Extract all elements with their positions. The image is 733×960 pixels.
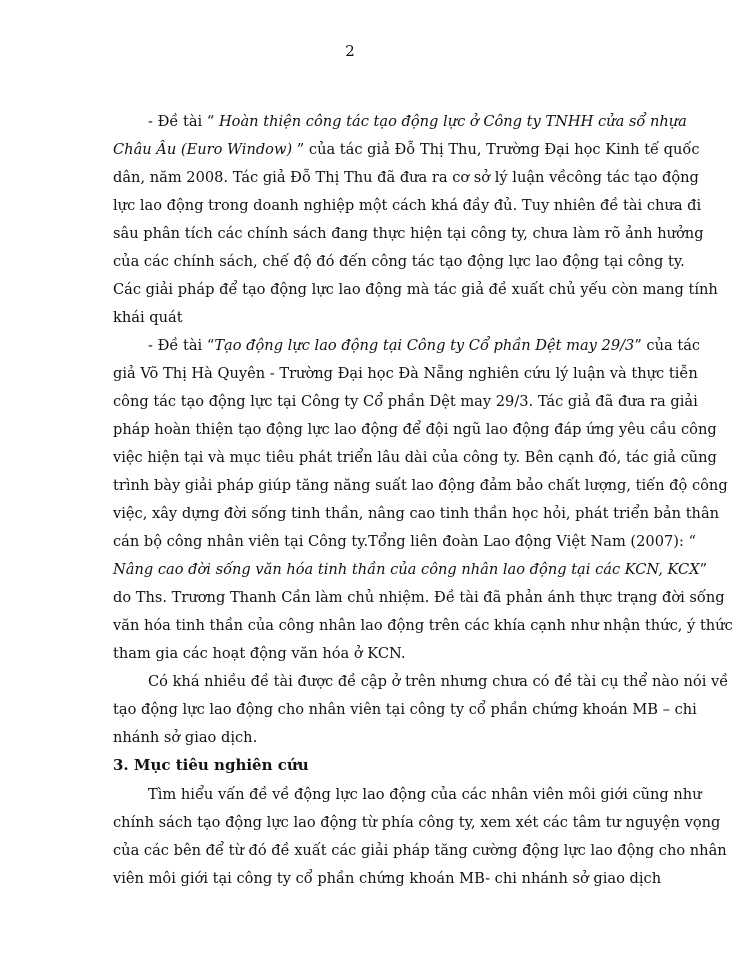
para2-line11: văn hóa tinh thần của công nhân lao động trên các khía cạnh như nhận thức, ý thức — [113, 617, 733, 634]
para2-close-quote: ” — [699, 561, 708, 578]
para2-line1 — [148, 337, 701, 355]
para1-line1 — [148, 113, 687, 131]
para4-line1: Tìm hiểu vấn đề về động lực lao động của các nhân viên môi giới cũng như — [148, 786, 702, 803]
para2-line10: do Ths. Trương Thanh Cần làm chủ nhiệm. Đề tài đã phản ánh thực trạng đời sống — [113, 589, 725, 606]
para2-line8: cán bộ công nhân viên tại Công ty.Tổng liên đoàn Lao động Việt Nam (2007): “ — [113, 533, 696, 550]
para3-line3: nhánh sở giao dịch. — [113, 729, 258, 746]
section-heading: 3. Mục tiêu nghiên cứu — [113, 756, 309, 774]
para1-line3: dân, năm 2008. Tác giả Đỗ Thị Thu đã đưa ra cơ sở lý luận vềcông tác tạo động — [113, 169, 699, 186]
para2-line2: giả Võ Thị Hà Quyên - Trường Đại học Đà Nẵng nghiên cứu lý luận và thực tiễn — [113, 365, 698, 382]
para2-line6: trình bày giải pháp giúp tăng năng suất lao động đảm bảo chất lượng, tiến độ công — [113, 477, 728, 494]
para2-suffix: ” của tác — [634, 337, 701, 354]
para3-line1: Có khá nhiều đề tài được đề cập ở trên nhưng chưa có đề tài cụ thể nào nói về — [148, 673, 729, 690]
para1-line6: của các chính sách, chế độ đó đến công tác tạo động lực lao động tại công ty. — [113, 253, 685, 270]
para3-line2: tạo động lực lao động cho nhân viên tại công ty cổ phần chứng khoán MB – chi — [113, 701, 697, 718]
para2-line7: việc, xây dựng đời sống tinh thần, nâng cao tinh thần học hỏi, phát triển bản thân — [113, 505, 720, 522]
para1-prefix: - Đề tài “ — [148, 113, 219, 130]
para2-line5: việc hiện tại và mục tiêu phát triển lâu dài của công ty. Bên cạnh đó, tác giả cũng — [113, 449, 717, 466]
para2-prefix: - Đề tài “ — [148, 337, 215, 354]
para4-line3: của các bên để từ đó đề xuất các giải pháp tăng cường động lực lao động cho nhân — [113, 842, 727, 859]
para1-line2 — [113, 141, 700, 159]
para1-line7: Các giải pháp để tạo động lực lao động mà tác giả đề xuất chủ yếu còn mang tính — [113, 281, 718, 298]
para2-line12: tham gia các hoạt động văn hóa ở KCN. — [113, 645, 406, 662]
para1-title-italic-cont: Châu Âu (Euro Window) — [113, 141, 293, 158]
para1-author: ” của tác giả Đỗ Thị Thu, Trường Đại học Kinh tế quốc — [292, 141, 700, 158]
para2-line4: pháp hoàn thiện tạo động lực lao động để đội ngũ lao động đáp ứng yêu cầu công — [113, 421, 717, 438]
para2-line3: công tác tạo động lực tại Công ty Cổ phần Dệt may 29/3. Tác giả đã đưa ra giải — [113, 393, 698, 410]
para2-title-italic: Tạo động lực lao động tại Công ty Cổ phần Dệt may 29/3 — [214, 337, 635, 354]
para1-line8: khái quát — [113, 309, 183, 326]
para1-title-italic: Hoàn thiện công tác tạo động lực ở Công ty TNHH cửa sổ nhựa — [218, 113, 687, 130]
para4-line2: chính sách tạo động lực lao động từ phía công ty, xem xét các tâm tư nguyện vọng — [113, 814, 721, 831]
page-number: 2 — [345, 42, 355, 60]
para1-line4: lực lao động trong doanh nghiệp một cách khá đầy đủ. Tuy nhiên đề tài chưa đi — [113, 197, 702, 214]
para4-line4: viên môi giới tại công ty cổ phần chứng khoán MB- chi nhánh sở giao dịch — [113, 870, 662, 887]
para2-report-title-italic: Nâng cao đời sống văn hóa tinh thần của công nhân lao động tại các KCN, KCX — [113, 561, 700, 578]
para1-line5: sâu phân tích các chính sách đang thực hiện tại công ty, chưa làm rõ ảnh hưởng — [113, 225, 704, 242]
para2-line9 — [113, 561, 708, 579]
